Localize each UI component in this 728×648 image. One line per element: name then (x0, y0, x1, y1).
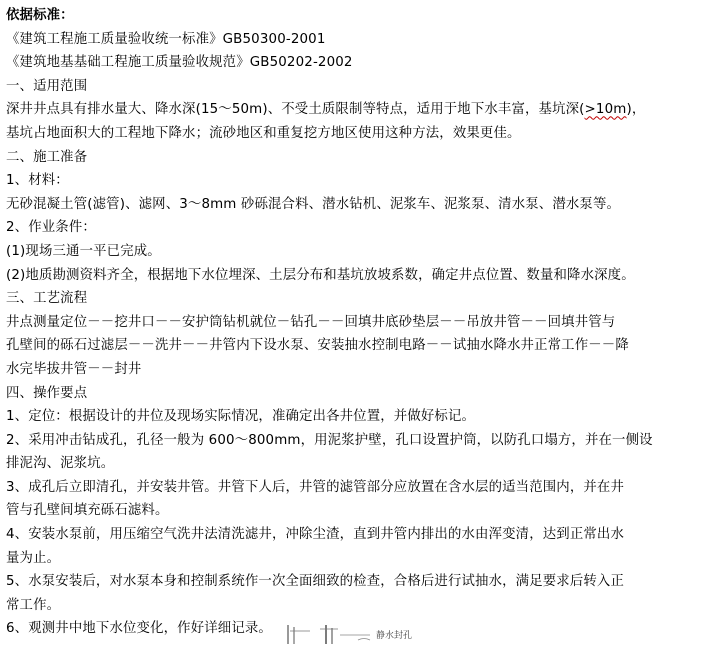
operation-item-continued: 常工作。 (6, 597, 61, 613)
document-body (6, 4, 722, 641)
scope-text: )， (626, 102, 646, 118)
condition-item: (1)现场三通一平已完成。 (6, 243, 161, 259)
spellcheck-marked-text: >10m (584, 102, 627, 118)
process-flow-line: 水完毕拔井管－－封井 (6, 361, 142, 377)
operation-item-continued: 排泥沟、泥浆坑。 (6, 456, 115, 472)
operation-item: 6、观测井中地下水位变化，作好详细记录。 (6, 621, 272, 637)
process-flow-line: 孔壁间的砾石过滤层－－洗井－－井管内下设水泵、安装抽水控制电路－－试抽水降水井正常工作－－降 (6, 338, 629, 354)
conditions-heading: 2、作业条件： (6, 220, 96, 236)
well-diagram-drawing (280, 625, 440, 644)
process-flow-line: 井点测量定位－－挖井口－－安护筒钻机就位－钻孔－－回填井底砂垫层－－吊放井管－－回填井管与 (6, 314, 616, 330)
well-diagram-fragment (280, 625, 440, 644)
scope-text: 深井井点具有排水量大、降水深(15～50m)、不受土质限制等特点，适用于地下水丰富，基坑深( (6, 102, 585, 118)
standard-item: 《建筑地基基础工程施工质量验收规范》GB50202-2002 (6, 55, 353, 71)
operation-item: 4、安装水泵前，用压缩空气洗井法清洗滤井，冲除尘渣，直到井管内排出的水由浑变清，达到正常出水 (6, 527, 624, 543)
materials-heading: 1、材料： (6, 173, 69, 189)
operation-item: 5、水泵安装后，对水泵本身和控制系统作一次全面细致的检查，合格后进行试抽水，满足要求后转入正 (6, 574, 624, 590)
section-heading-process: 三、工艺流程 (6, 291, 88, 307)
condition-item: (2)地质勘测资料齐全，根据地下水位埋深、土层分布和基坑放坡系数，确定井点位置、数量和降水深度。 (6, 267, 635, 283)
section-heading-operations: 四、操作要点 (6, 385, 88, 401)
section-heading-scope: 一、适用范围 (6, 78, 88, 94)
operation-item: 3、成孔后立即清孔，并安装井管。井管下人后，井管的滤管部分应放置在含水层的适当范围内，并在井 (6, 479, 624, 495)
operation-item-continued: 量为止。 (6, 550, 61, 566)
materials-text: 无砂混凝土管(滤管)、滤网、3～8mm 砂砾混合料、潜水钻机、泥浆车、泥浆泵、清水泵、潜水泵等。 (6, 196, 621, 212)
operation-item: 2、采用冲击钻成孔，孔径一般为 600～800mm，用泥浆护壁，孔口设置护筒，以防孔口塌方，并在一侧设 (6, 432, 653, 448)
standard-item: 《建筑工程施工质量验收统一标准》GB50300-2001 (6, 31, 326, 47)
basis-title: 依据标准： (6, 8, 74, 23)
operation-item: 1、定位：根据设计的井位及现场实际情况，准确定出各井位置，并做好标记。 (6, 409, 476, 425)
operation-item-continued: 管与孔壁间填充砾石滤料。 (6, 503, 169, 519)
scope-paragraph-line: 基坑占地面积大的工程地下降水；流砂地区和重复挖方地区使用这种方法，效果更佳。 (6, 125, 521, 141)
scope-paragraph-line (6, 98, 722, 122)
section-heading-prep: 二、施工准备 (6, 149, 88, 165)
figure-label: 静水封孔 (376, 631, 413, 641)
